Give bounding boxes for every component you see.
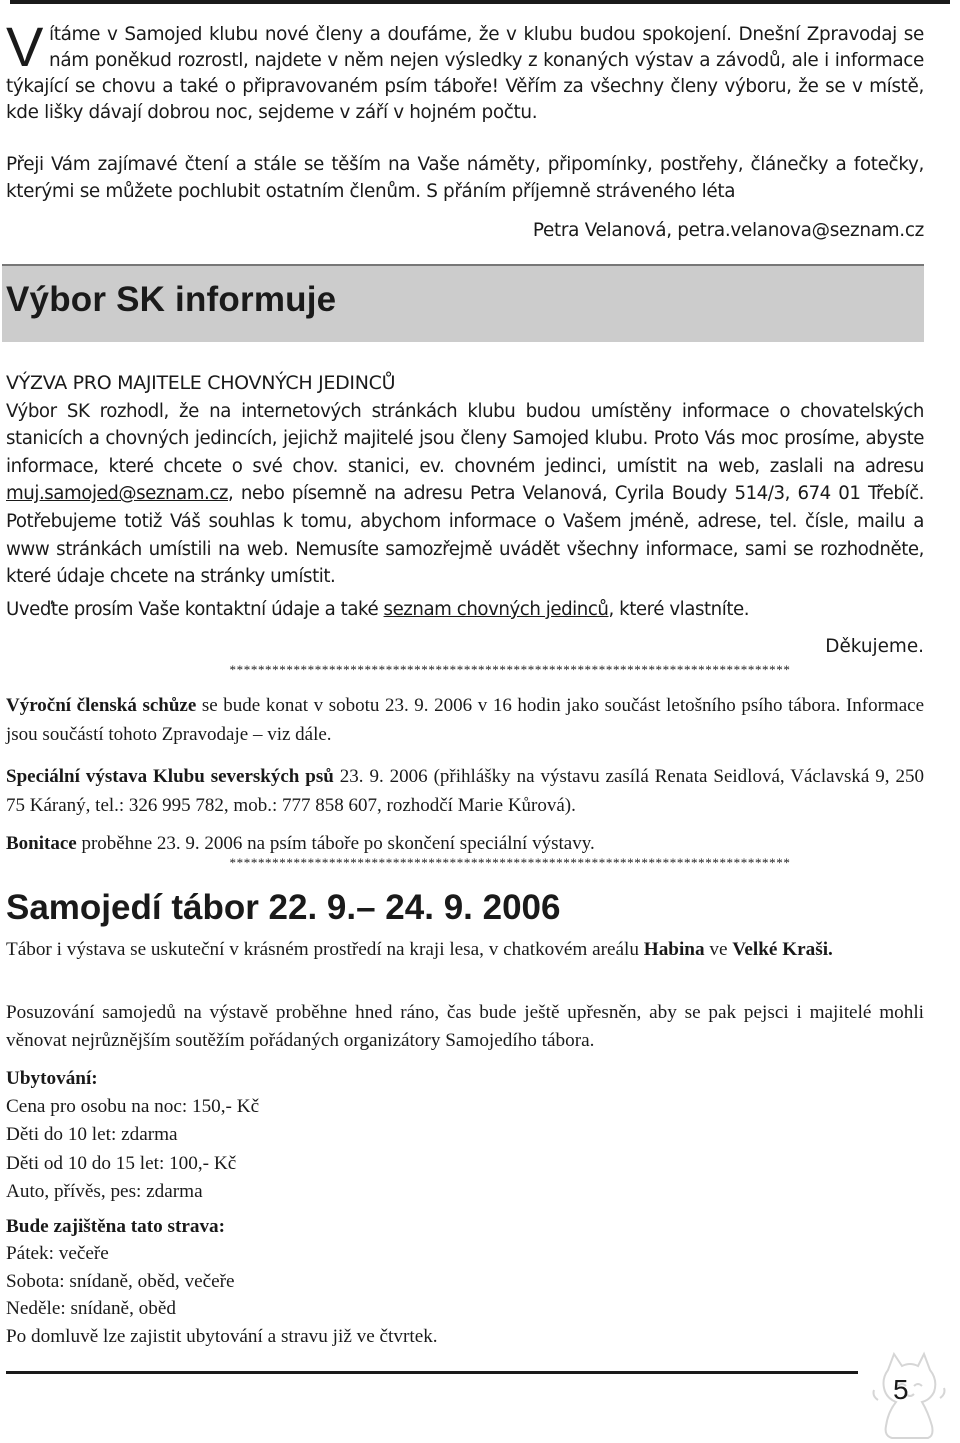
email-link[interactable]: muj.samojed@seznam.cz xyxy=(6,483,228,505)
star-separator: ******************************************************************************* xyxy=(229,855,791,870)
camp-intro-text: Tábor i výstava se uskuteční v krásném prostředí na kraji lesa, v chatkovém areálu xyxy=(6,939,644,960)
camp-location: Velké Kraši. xyxy=(732,939,833,960)
camp-description: Posuzování samojedů na výstavě proběhne hned ráno, čas bude ještě upřesněn, aby se pak pejsci i majitelé mohli věnovat nejrůznějším soutěžím pořádaných organizátory Samojedího tábora. xyxy=(6,1002,924,1051)
accommodation-item: Auto, přívěs, pes: zdarma xyxy=(6,1180,203,1202)
breeding-list-link[interactable]: seznam chovných jedinců xyxy=(383,598,609,620)
news-item-text: proběhne 23. 9. 2006 na psím táboře po skončení speciální výstavy. xyxy=(76,833,595,854)
appeal-paragraph-2 xyxy=(6,596,924,624)
drop-cap: V xyxy=(6,15,44,78)
section-title: Výbor SK informuje xyxy=(6,280,337,319)
food-item: Po domluvě lze zajistit ubytování a stravu již ve čtvrtek. xyxy=(6,1325,438,1347)
intro-paragraph-2: Přeji Vám zajímavé čtení a stále se těším na Vaše náměty, připomínky, postřehy, článečky a fotečky, kterými se můžete pochlubit ostatním členům. S přáním příjemně stráveného léta xyxy=(6,154,924,202)
top-rule xyxy=(10,0,950,4)
page-number: 5 xyxy=(893,1374,909,1405)
accommodation-block xyxy=(6,1065,924,1206)
accommodation-heading: Ubytování: xyxy=(6,1068,98,1089)
food-item: Sobota: snídaně, oběd, večeře xyxy=(6,1270,235,1292)
camp-intro-mid: ve xyxy=(704,939,733,960)
bottom-rule xyxy=(6,1371,858,1374)
camp-intro xyxy=(6,936,924,964)
food-block xyxy=(6,1213,924,1350)
news-item xyxy=(6,829,924,858)
news-item-text: se bude konat v sobotu 23. 9. 2006 v 16 hodin jako součást letošního psího tábora. Informace jsou součástí tohoto Zpravodaje – viz dále. xyxy=(6,695,925,745)
accommodation-item: Cena pro osobu na noc: 150,- Kč xyxy=(6,1096,260,1118)
news-item xyxy=(6,691,924,749)
accommodation-item: Děti do 10 let: zdarma xyxy=(6,1124,178,1146)
appeal-text-1: Výbor SK rozhodl, že na internetových stránkách klubu budou umístěny informace o chovatelských stanicích a chovných jedincích, jejichž majitelé jsou členy Samojed klubu. Proto Vás moc prosíme, abyste informace, které chcete o své chov. stanici, ev. chovném jedinci, umístit na web, zaslali na adresu xyxy=(6,400,924,477)
news-item-title: Bonitace xyxy=(6,833,77,854)
appeal-text-2: , nebo písemně na adresu Petra Velanová, Cyrila Boudy 514/3, 674 01 Třebíč. Potřebujeme totiž Váš souhlas k tomu, abychom informace o Vašem jméně, adrese, tel. čísle, mailu a www stránkách umístili na web. Nemusíte samozřejmě uvádět všechny informace, sami se rozhodněte, které údaje chcete na stránky umístit. xyxy=(6,483,924,588)
food-heading: Bude zajištěna tato strava: xyxy=(6,1216,226,1237)
camp-title: Samojedí tábor 22. 9.– 24. 9. 2006 xyxy=(6,888,561,927)
thanks-text: Děkujeme. xyxy=(825,636,924,657)
intro-text: ítáme v Samojed klubu nové členy a doufáme, že v klubu budou spokojení. Dnešní Zpravodaj se nám poněkud rozrostl, najdete v něm nejen výsledky z konaných výstav a závodů, ale i informace týkající se chovu a také o připravovaném psím táboře! Věřím za všechny členy výboru, že se v místě, kde lišky dávají dobrou noc, sejdeme v září v hojném počtu. xyxy=(6,24,924,123)
accommodation-item: Děti od 10 do 15 let: 100,- Kč xyxy=(6,1152,237,1174)
news-item xyxy=(6,762,924,820)
appeal-block xyxy=(6,370,924,623)
star-separator: ******************************************************************************* xyxy=(229,662,791,677)
news-item-title: Výroční členská schůze xyxy=(6,695,197,716)
appeal-p2-after: , které vlastníte. xyxy=(608,598,750,620)
signature: Petra Velanová, petra.velanova@seznam.cz xyxy=(532,220,924,241)
appeal-heading: VÝZVA PRO MAJITELE CHOVNÝCH JEDINCŮ xyxy=(6,372,396,394)
intro-paragraph xyxy=(6,15,924,126)
news-item-title: Speciální výstava Klubu severských psů xyxy=(6,766,334,787)
news-item-text: 23. 9. 2006 (přihlášky na výstavu zasílá Renata Seidlová, Václavská 9, 250 75 Káraný, tel.: 326 995 782, mob.: 777 858 607, rozhodčí Marie Kůrová). xyxy=(6,766,924,816)
food-item: Neděle: snídaně, oběd xyxy=(6,1298,176,1320)
camp-venue: Habina xyxy=(643,939,705,960)
appeal-p2-before: Uveďte prosím Vaše kontaktní údaje a také xyxy=(6,598,384,620)
food-item: Pátek: večeře xyxy=(6,1243,109,1265)
